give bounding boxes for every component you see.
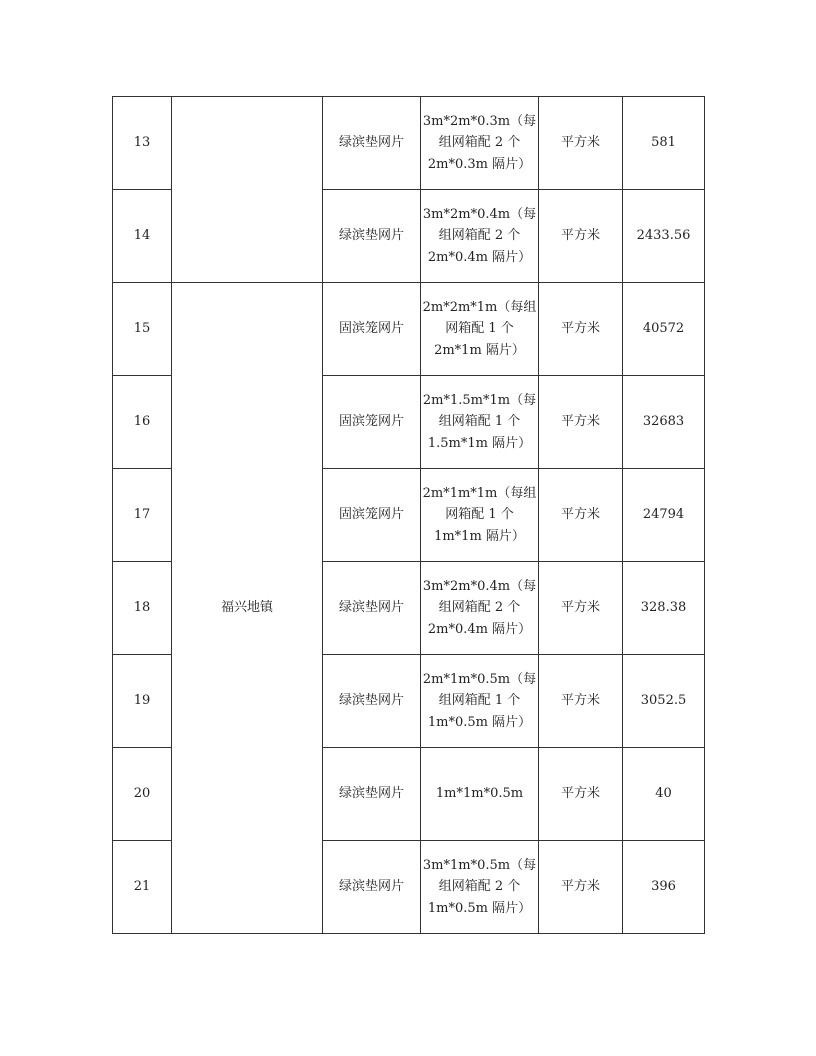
spec-line: 2m*0.4m 隔片） — [427, 249, 532, 265]
spec-cell — [421, 97, 539, 190]
unit-cell: 平方米 — [539, 748, 623, 841]
quantity-cell: 40 — [623, 748, 705, 841]
spec-line: 3m*2m*0.3m（每 — [422, 113, 537, 129]
row-number-cell: 16 — [113, 376, 172, 469]
row-number-cell: 14 — [113, 190, 172, 283]
spec-cell — [421, 376, 539, 469]
town-cell: 福兴地镇 — [172, 283, 323, 934]
row-number-cell: 17 — [113, 469, 172, 562]
unit-cell: 平方米 — [539, 562, 623, 655]
quantity-cell: 24794 — [623, 469, 705, 562]
row-number-cell: 13 — [113, 97, 172, 190]
quantity-cell: 40572 — [623, 283, 705, 376]
spec-line: 组网箱配 2 个 — [438, 879, 521, 895]
spec-line: 1m*1m 隔片） — [434, 528, 525, 544]
spec-line: 2m*0.3m 隔片） — [427, 156, 532, 172]
unit-cell: 平方米 — [539, 97, 623, 190]
spec-line: 3m*1m*0.5m（每 — [422, 857, 537, 873]
unit-cell: 平方米 — [539, 376, 623, 469]
spec-line: 网箱配 1 个 — [445, 507, 514, 523]
spec-line: 1m*0.5m 隔片） — [427, 714, 532, 730]
quantity-cell: 2433.56 — [623, 190, 705, 283]
spec-line: 组网箱配 2 个 — [438, 228, 521, 244]
quantity-cell: 396 — [623, 841, 705, 934]
item-name-cell: 绿滨垫网片 — [323, 748, 421, 841]
spec-line: 1m*1m*0.5m — [435, 786, 524, 802]
materials-table — [112, 96, 705, 934]
item-name-cell: 绿滨垫网片 — [323, 562, 421, 655]
table-row — [113, 97, 705, 190]
spec-cell — [421, 655, 539, 748]
spec-line: 2m*2m*1m（每组 — [422, 299, 537, 315]
item-name-cell: 绿滨垫网片 — [323, 97, 421, 190]
spec-line: 组网箱配 1 个 — [438, 693, 521, 709]
table-row — [113, 283, 705, 376]
unit-cell: 平方米 — [539, 283, 623, 376]
spec-cell — [421, 748, 539, 841]
spec-line: 组网箱配 1 个 — [438, 414, 521, 430]
spec-cell — [421, 283, 539, 376]
quantity-cell: 328.38 — [623, 562, 705, 655]
item-name-cell: 绿滨垫网片 — [323, 655, 421, 748]
town-cell — [172, 97, 323, 283]
spec-line: 3m*2m*0.4m（每 — [422, 578, 537, 594]
row-number-cell: 21 — [113, 841, 172, 934]
spec-cell — [421, 841, 539, 934]
spec-line: 2m*1m*0.5m（每 — [422, 671, 537, 687]
row-number-cell: 20 — [113, 748, 172, 841]
spec-line: 2m*1m 隔片） — [434, 342, 525, 358]
spec-line: 组网箱配 2 个 — [438, 600, 521, 616]
spec-cell — [421, 469, 539, 562]
unit-cell: 平方米 — [539, 841, 623, 934]
quantity-cell: 3052.5 — [623, 655, 705, 748]
quantity-cell: 32683 — [623, 376, 705, 469]
row-number-cell: 18 — [113, 562, 172, 655]
spec-line: 3m*2m*0.4m（每 — [422, 206, 537, 222]
unit-cell: 平方米 — [539, 190, 623, 283]
item-name-cell: 固滨笼网片 — [323, 376, 421, 469]
spec-line: 2m*1m*1m（每组 — [422, 485, 537, 501]
quantity-cell: 581 — [623, 97, 705, 190]
item-name-cell: 绿滨垫网片 — [323, 841, 421, 934]
spec-line: 2m*0.4m 隔片） — [427, 621, 532, 637]
table-body — [113, 97, 705, 934]
spec-line: 组网箱配 2 个 — [438, 135, 521, 151]
item-name-cell: 固滨笼网片 — [323, 469, 421, 562]
row-number-cell: 19 — [113, 655, 172, 748]
unit-cell: 平方米 — [539, 655, 623, 748]
spec-cell — [421, 562, 539, 655]
spec-cell — [421, 190, 539, 283]
item-name-cell: 固滨笼网片 — [323, 283, 421, 376]
row-number-cell: 15 — [113, 283, 172, 376]
spec-line: 网箱配 1 个 — [445, 321, 514, 337]
unit-cell: 平方米 — [539, 469, 623, 562]
spec-line: 1.5m*1m 隔片） — [427, 435, 532, 451]
spec-line: 1m*0.5m 隔片） — [427, 900, 532, 916]
item-name-cell: 绿滨垫网片 — [323, 190, 421, 283]
spec-line: 2m*1.5m*1m（每 — [422, 392, 537, 408]
